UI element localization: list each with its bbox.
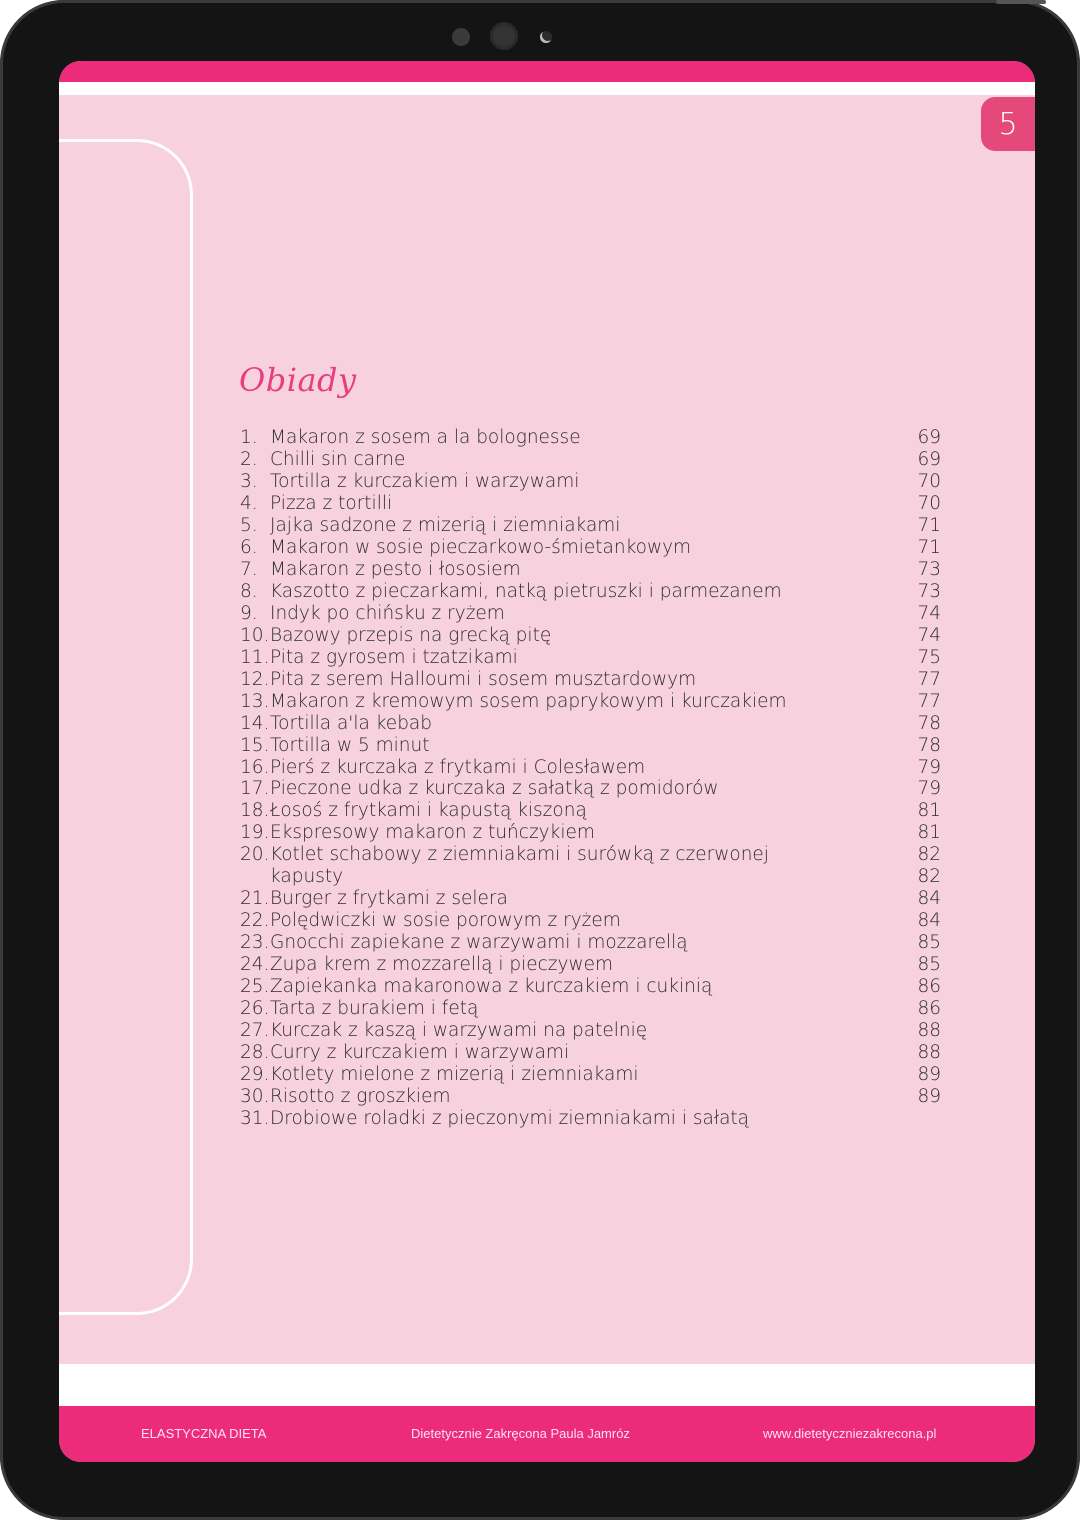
toc-entry-page: 77 — [917, 690, 941, 712]
toc-entry-number: 25. — [240, 975, 270, 997]
toc-entry-title: Bazowy przepis na grecką pitę — [270, 624, 552, 646]
toc-entry-title: Kotlety mielone z mizerią i ziemniakami — [270, 1063, 639, 1085]
toc-entry-number: 27. — [240, 1019, 270, 1041]
toc-entry-page: 71 — [917, 515, 941, 537]
toc-entry-page: 75 — [917, 646, 941, 668]
toc-entry[interactable] — [240, 866, 941, 888]
toc-entry-page: 82 — [917, 844, 941, 866]
toc-entry-number: 18. — [240, 800, 270, 822]
toc-entry-number: 14. — [240, 712, 270, 734]
toc-entry[interactable] — [240, 690, 941, 712]
toc-entry-page: 86 — [917, 975, 941, 997]
toc-entry-number: 23. — [240, 932, 270, 954]
toc-entry-page: 79 — [917, 778, 941, 800]
toc-entry-number: 28. — [240, 1041, 270, 1063]
toc-entry-page: 79 — [917, 756, 941, 778]
toc-entry[interactable] — [240, 734, 941, 756]
toc-entry-title: Pieczone udka z kurczaka z sałatką z pomidorów — [270, 778, 719, 800]
toc-entry-number: 20. — [240, 844, 270, 866]
toc-entry-number: 12. — [240, 668, 270, 690]
toc-entry-title: Makaron z kremowym sosem paprykowym i kurczakiem — [270, 690, 787, 712]
footer-brand: ELASTYCZNA DIETA — [141, 1426, 267, 1441]
toc-entry[interactable] — [240, 954, 941, 976]
toc-entry[interactable] — [240, 668, 941, 690]
toc-entry-title: Kotlet schabowy z ziemniakami i surówką z czerwonej — [270, 844, 769, 866]
toc-entry-title: Makaron z sosem a la bolognesse — [270, 427, 581, 449]
toc-entry-page: 69 — [917, 427, 941, 449]
footer-bar — [59, 1406, 1035, 1462]
table-of-contents — [240, 427, 941, 1129]
document-page — [59, 61, 1035, 1462]
toc-entry-title: Tortilla a'la kebab — [270, 712, 433, 734]
toc-entry[interactable] — [240, 449, 941, 471]
toc-entry-title: Burger z frytkami z selera — [270, 888, 508, 910]
toc-entry[interactable] — [240, 515, 941, 537]
toc-entry-number: 7. — [240, 559, 258, 581]
toc-entry-number: 22. — [240, 910, 270, 932]
toc-entry[interactable] — [240, 1085, 941, 1107]
toc-entry-page: 73 — [917, 559, 941, 581]
toc-entry-number: 13. — [240, 690, 270, 712]
toc-entry-title: Jajka sadzone z mizerią i ziemniakami — [270, 515, 621, 537]
toc-entry[interactable] — [240, 712, 941, 734]
toc-entry[interactable] — [240, 975, 941, 997]
toc-entry-page: 78 — [917, 712, 941, 734]
toc-entry-page: 82 — [917, 866, 941, 888]
power-button — [996, 0, 1046, 4]
toc-entry-number: 16. — [240, 756, 270, 778]
toc-entry[interactable] — [240, 603, 941, 625]
toc-entry-title: Pita z serem Halloumi i sosem musztardowym — [270, 668, 697, 690]
toc-entry-title: Pita z gyrosem i tzatzikami — [270, 646, 518, 668]
toc-entry-title: Risotto z groszkiem — [270, 1085, 451, 1107]
toc-entry-page: 81 — [917, 822, 941, 844]
toc-entry-page: 86 — [917, 997, 941, 1019]
toc-entry-number: 26. — [240, 997, 270, 1019]
toc-entry[interactable] — [240, 910, 941, 932]
toc-entry-page: 81 — [917, 800, 941, 822]
toc-entry[interactable] — [240, 844, 941, 866]
toc-entry-page: 84 — [917, 888, 941, 910]
toc-entry-page: 73 — [917, 581, 941, 603]
footer-author[interactable]: Dietetycznie Zakręcona Paula Jamróz — [411, 1426, 630, 1441]
toc-entry[interactable] — [240, 932, 941, 954]
toc-entry-number: 5. — [240, 515, 258, 537]
toc-entry-number: 1. — [240, 427, 258, 449]
toc-entry-number: 10. — [240, 624, 270, 646]
section-title: Obiady — [239, 361, 357, 399]
toc-entry[interactable] — [240, 800, 941, 822]
toc-entry[interactable] — [240, 646, 941, 668]
footer-website-link[interactable]: www.dietetyczniezakrecona.pl — [763, 1426, 937, 1441]
toc-entry-title: Polędwiczki w sosie porowym z ryżem — [270, 910, 621, 932]
toc-entry[interactable] — [240, 559, 941, 581]
toc-entry-page: 85 — [917, 953, 941, 975]
toc-entry[interactable] — [240, 1107, 941, 1129]
toc-entry-number: 31. — [240, 1107, 270, 1129]
toc-entry-title: Tarta z burakiem i fetą — [270, 997, 479, 1019]
toc-entry-title: Gnocchi zapiekane z warzywami i mozzarellą — [270, 932, 688, 954]
toc-entry-page: 71 — [917, 537, 941, 559]
toc-entry-title: Kaszotto z pieczarkami, natką pietruszki i parmezanem — [270, 581, 782, 603]
toc-entry-title: Ekspresowy makaron z tuńczykiem — [270, 822, 595, 844]
toc-entry-number: 19. — [240, 822, 270, 844]
top-accent-bar — [59, 61, 1035, 82]
toc-entry-title: Tortilla z kurczakiem i warzywami — [270, 471, 580, 493]
toc-entry[interactable] — [240, 427, 941, 449]
toc-entry[interactable] — [240, 1019, 941, 1041]
toc-entry-page: 78 — [917, 734, 941, 756]
page-number-tab: 5 — [981, 97, 1035, 151]
toc-entry[interactable] — [240, 624, 941, 646]
toc-entry-title: Zupa krem z mozzarellą i pieczywem — [270, 953, 613, 975]
toc-entry[interactable] — [240, 537, 941, 559]
toc-entry-number: 9. — [240, 602, 258, 624]
toc-entry[interactable] — [240, 493, 941, 515]
toc-entry-number: 29. — [240, 1063, 270, 1085]
toc-entry-number: 8. — [240, 581, 258, 603]
toc-entry-title: Indyk po chińsku z ryżem — [270, 602, 505, 624]
bottom-white-strip — [59, 1364, 1035, 1406]
toc-entry-page: 89 — [917, 1085, 941, 1107]
toc-entry[interactable] — [240, 1063, 941, 1085]
toc-entry-page: 70 — [917, 493, 941, 515]
toc-entry-number: 21. — [240, 888, 270, 910]
toc-entry[interactable] — [240, 997, 941, 1019]
toc-entry-number: 2. — [240, 449, 258, 471]
toc-entry-page: 89 — [917, 1063, 941, 1085]
toc-entry-title: Drobiowe roladki z pieczonymi ziemniakami i sałatą — [270, 1107, 750, 1129]
toc-entry-page: 74 — [917, 624, 941, 646]
toc-entry-page: 84 — [917, 910, 941, 932]
toc-entry-page: 74 — [917, 602, 941, 624]
sensor-dot — [452, 28, 470, 46]
toc-entry-title: Zapiekanka makaronowa z kurczakiem i cukinią — [270, 975, 713, 997]
toc-entry-title: Łosoś z frytkami i kapustą kiszoną — [270, 800, 587, 822]
toc-entry-title: kapusty — [270, 866, 344, 888]
toc-entry-number: 15. — [240, 734, 270, 756]
toc-entry-number: 11. — [240, 646, 270, 668]
toc-entry-number: 4. — [240, 493, 258, 515]
toc-entry-title: Makaron w sosie pieczarkowo-śmietankowym — [270, 537, 692, 559]
toc-entry-title: Curry z kurczakiem i warzywami — [270, 1041, 570, 1063]
toc-entry[interactable] — [240, 822, 941, 844]
toc-entry[interactable] — [240, 778, 941, 800]
toc-entry-page: 85 — [917, 932, 941, 954]
toc-entry-title: Chilli sin carne — [270, 449, 406, 471]
camera-lens — [540, 31, 552, 43]
toc-entry-page: 88 — [917, 1019, 941, 1041]
toc-entry-page: 70 — [917, 471, 941, 493]
top-white-strip — [59, 82, 1035, 95]
toc-entry-page: 77 — [917, 668, 941, 690]
toc-entry-number: 6. — [240, 537, 258, 559]
toc-entry-number: 24. — [240, 953, 270, 975]
toc-entry-page: 69 — [917, 449, 941, 471]
toc-entry-title: Kurczak z kaszą i warzywami na patelnię — [270, 1019, 648, 1041]
decorative-arc — [59, 139, 193, 1315]
toc-entry[interactable] — [240, 581, 941, 603]
toc-entry-title: Makaron z pesto i łososiem — [270, 559, 521, 581]
toc-entry-number: 17. — [240, 778, 270, 800]
toc-entry-number: 3. — [240, 471, 258, 493]
toc-entry-number: 30. — [240, 1085, 270, 1107]
toc-entry[interactable] — [240, 1041, 941, 1063]
toc-entry-title: Tortilla w 5 minut — [270, 734, 430, 756]
front-camera — [490, 22, 518, 50]
toc-entry-title: Pizza z tortilli — [270, 493, 393, 515]
toc-entry[interactable] — [240, 888, 941, 910]
toc-entry-title: Pierś z kurczaka z frytkami i Colesławem — [270, 756, 646, 778]
toc-entry[interactable] — [240, 471, 941, 493]
toc-entry[interactable] — [240, 756, 941, 778]
toc-entry-page: 88 — [917, 1041, 941, 1063]
